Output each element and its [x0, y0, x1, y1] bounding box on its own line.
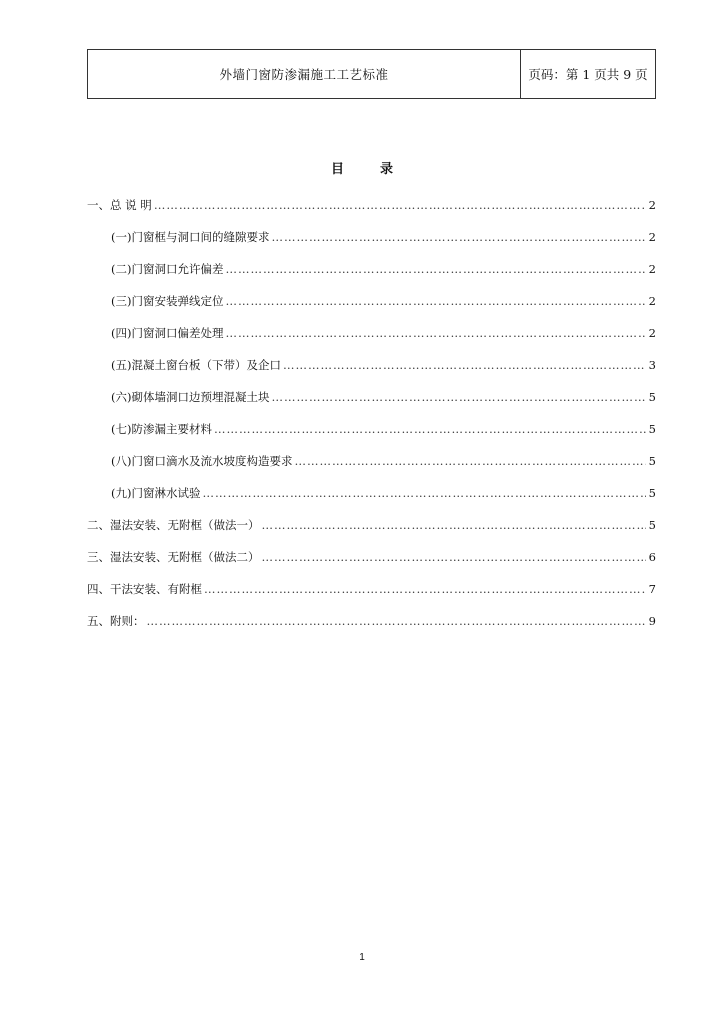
document-title: 外墙门窗防渗漏施工工艺标准 — [88, 50, 521, 98]
toc-entry-number: 一、 — [87, 198, 110, 212]
toc-heading-left: 目 — [330, 162, 344, 177]
toc-entry[interactable] — [87, 581, 656, 613]
toc-entry[interactable] — [87, 293, 656, 325]
toc-entry-label: 混凝土窗台板（下带）及企口 — [131, 358, 281, 372]
toc-entry-page: 9 — [648, 614, 656, 628]
toc-heading — [0, 158, 724, 177]
toc-entry-page: 2 — [648, 230, 656, 244]
toc-entry-label: 门窗框与洞口间的缝隙要求 — [131, 230, 270, 244]
toc-entry-page: 2 — [648, 262, 656, 276]
toc-dot-leader — [225, 262, 646, 276]
toc-entry-page: 5 — [648, 422, 656, 436]
toc-entry-page: 3 — [648, 358, 656, 372]
toc-dot-leader — [262, 518, 647, 532]
toc-entry[interactable] — [87, 325, 656, 357]
toc-entry-page: 6 — [648, 550, 656, 564]
page-number: 1 — [359, 952, 365, 963]
toc-entry-page: 2 — [648, 294, 656, 308]
toc-entry[interactable] — [87, 453, 656, 485]
toc-entry-label: 门窗洞口偏差处理 — [131, 326, 224, 340]
toc-entry[interactable] — [87, 389, 656, 421]
toc-entry-number: (二) — [111, 262, 132, 276]
toc-dot-leader — [154, 198, 646, 212]
toc-dot-leader — [271, 230, 646, 244]
toc-entry-label: 砌体墙洞口边预埋混凝土块 — [131, 390, 270, 404]
toc-heading-right: 录 — [380, 162, 394, 177]
toc-entry-label: 门窗洞口允许偏差 — [131, 262, 224, 276]
toc-entry-label: 门窗淋水试验 — [131, 486, 201, 500]
toc-entry-label: 干法安装、有附框 — [110, 582, 202, 596]
toc-entry[interactable] — [87, 229, 656, 261]
toc-entry-number: 二、 — [87, 518, 110, 532]
toc-entry-page: 5 — [648, 390, 656, 404]
toc-entry-label: 附则： — [110, 614, 145, 628]
toc-entry-number: 三、 — [87, 550, 110, 564]
toc-entry-number: (六) — [111, 390, 132, 404]
toc-entry-number: (一) — [111, 230, 132, 244]
toc-entry[interactable] — [87, 421, 656, 453]
toc-dot-leader — [147, 614, 647, 628]
toc-entry-number: (八) — [111, 454, 132, 468]
toc-dot-leader — [262, 550, 647, 564]
toc-entry[interactable] — [87, 549, 656, 581]
toc-entry-page: 2 — [648, 198, 656, 212]
toc-entry-page: 2 — [648, 326, 656, 340]
toc-entry-number: (三) — [111, 294, 132, 308]
toc-dot-leader — [294, 454, 646, 468]
table-of-contents — [87, 197, 656, 645]
toc-entry[interactable] — [87, 485, 656, 517]
toc-dot-leader — [225, 326, 646, 340]
toc-entry[interactable] — [87, 261, 656, 293]
toc-entry-page: 7 — [648, 582, 656, 596]
toc-entry-label: 总 说 明 — [110, 198, 152, 212]
toc-entry-label: 防渗漏主要材料 — [131, 422, 212, 436]
toc-dot-leader — [204, 582, 646, 596]
toc-entry-page: 5 — [648, 518, 656, 532]
page-info: 页码：第 1 页共 9 页 — [528, 67, 648, 82]
toc-entry-number: (四) — [111, 326, 132, 340]
toc-entry[interactable] — [87, 197, 656, 229]
document-header — [87, 49, 656, 99]
toc-entry-label: 湿法安装、无附框（做法一） — [110, 518, 260, 532]
toc-entry-number: 五、 — [87, 614, 110, 628]
toc-dot-leader — [283, 358, 646, 372]
toc-entry[interactable] — [87, 357, 656, 389]
toc-dot-leader — [271, 390, 646, 404]
toc-entry-number: (九) — [111, 486, 132, 500]
toc-entry-page: 5 — [648, 454, 656, 468]
toc-dot-leader — [202, 486, 646, 500]
toc-entry-label: 门窗口滴水及流水坡度构造要求 — [131, 454, 293, 468]
toc-entry-number: (五) — [111, 358, 132, 372]
toc-entry-label: 湿法安装、无附框（做法二） — [110, 550, 260, 564]
toc-entry[interactable] — [87, 613, 656, 645]
toc-entry-number: (七) — [111, 422, 132, 436]
toc-dot-leader — [214, 422, 646, 436]
toc-entry-label: 门窗安装弹线定位 — [131, 294, 224, 308]
toc-entry-page: 5 — [648, 486, 656, 500]
toc-dot-leader — [225, 294, 646, 308]
toc-entry-number: 四、 — [87, 582, 110, 596]
toc-entry[interactable] — [87, 517, 656, 549]
